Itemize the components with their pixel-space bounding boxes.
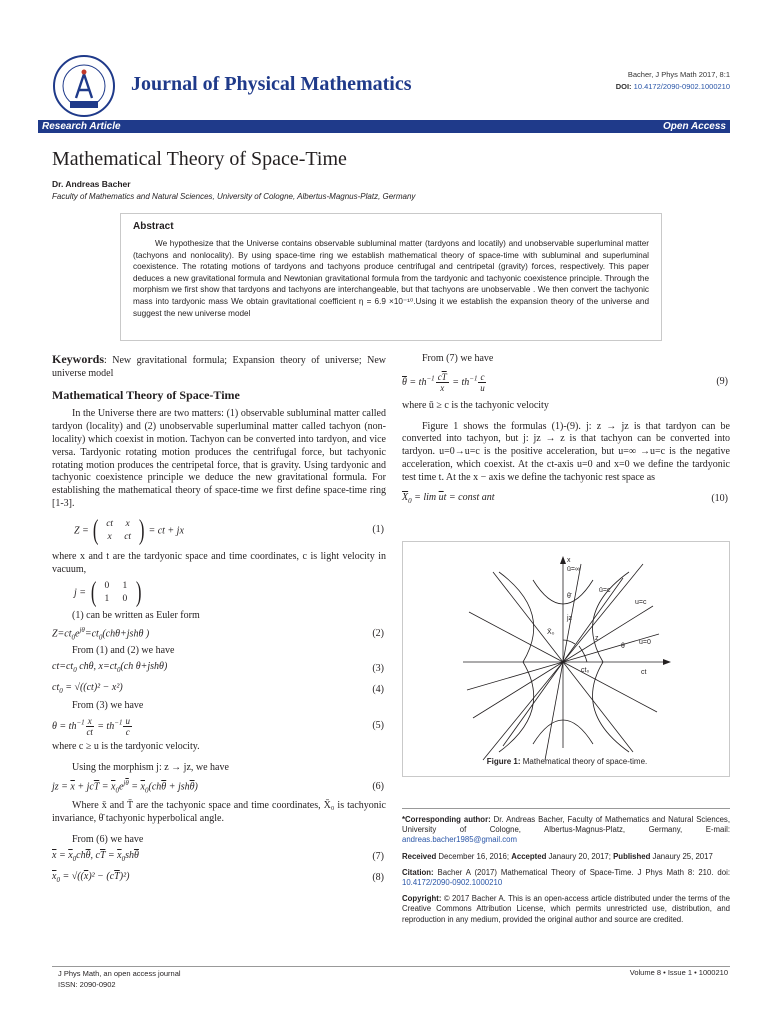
equation-6: jz = $\overline{x} + jc\overline{T} = \overline{x}_0e^{j\overline{\theta}} = \overline{x}_0(ch\overline{\theta} + jsh\overline{\theta})$ (6) <box>52 779 384 795</box>
section-heading: Mathematical Theory of Space-Time <box>52 387 240 402</box>
paragraph: (1) can be written as Euler form <box>72 610 200 622</box>
space-time-diagram <box>403 542 731 778</box>
citation-doi-link[interactable]: 10.4172/2090-0902.1000210 <box>402 878 503 888</box>
citation-line: Bacher, J Phys Math 2017, 8:1 <box>627 70 730 79</box>
paper-title: Mathematical Theory of Space-Time <box>52 148 347 170</box>
fig-label: X̄₀ <box>547 629 555 636</box>
abstract-heading: Abstract <box>133 221 174 232</box>
fig-label: ū=c <box>599 587 611 594</box>
copyright: Copyright: © 2017 Bacher A. This is an open-access article distributed under the terms of the Creative Commons Attribution License, which permits unrestricted use, distribution, and reproduction in any medium, provided the original author and source are credited. <box>402 894 730 924</box>
equation-5: $\theta = th^{-1}$ $\frac{x}{ct}$ = $th^{-1}$ $\frac{u}{c}$ (5) <box>52 716 384 738</box>
fig-label: x <box>567 557 571 564</box>
paragraph: where c ≥ u is the tardyonic velocity. <box>52 740 200 752</box>
right-column <box>402 353 730 515</box>
fig-label: ct₀ <box>581 667 590 674</box>
fig-label: u=0 <box>639 639 651 646</box>
equation-2: $Z=ct_0e^{j\theta}=ct_0(ch\theta+jsh\theta$ ) (2) <box>52 626 384 642</box>
author-affiliation: Faculty of Mathematics and Natural Sciences, University of Cologne, Albertus-Magnus-Platz, Germany <box>52 192 416 201</box>
citation: Citation: Bacher A (2017) Mathematical Theory of Space-Time. J Phys Math 8: 210. doi: 10.4172/2090-0902.1000210 <box>402 867 730 888</box>
abstract-box <box>120 213 662 341</box>
equation-1: Z = ( ct x x ct ) = ct + jx (1) <box>74 514 384 546</box>
footer-journal-info: J Phys Math, an open access journal ISSN: 2090-0902 <box>58 969 181 989</box>
article-type: Research Article <box>42 121 121 132</box>
doi-label: DOI: <box>615 82 632 91</box>
equation-4: $ct_0 = √((ct)^2 - x^2)$ (4) <box>52 682 384 696</box>
equation-10: $\overline{X}_0 = \lim \overline{u}t$ = const ant (10) <box>402 491 728 505</box>
equation-8: $\overline{x}_0 = √((\overline{x})^2 - (c\overline{T})^2)$ (8) <box>52 870 384 884</box>
journal-logo <box>52 54 116 118</box>
paragraph: where ū ≥ c is the tachyonic velocity <box>402 399 549 411</box>
figure-1 <box>402 541 730 777</box>
fig-label: ct <box>641 669 647 676</box>
footnotes <box>402 808 730 925</box>
fig-label: θ̄ <box>567 593 571 600</box>
footer-divider <box>52 966 730 967</box>
fig-label: u=c <box>635 599 647 606</box>
doi-link[interactable]: 10.4172/2090-0902.1000210 <box>633 82 730 91</box>
paragraph: Figure 1 shows the formulas (1)-(9). j: z → jz is that tardyon can be converted into tachyon, but j: jz → z is that tachyon can be converted into tardyon. u=0→u=c is the positive acceleration, but u=∞ →u=c is the negative acceleration, which coexist. At the ct-axis u=0 and x=0 we define the tardyonic test time t. At the x − axis we define the tachyonic rest space as <box>402 420 730 483</box>
footer-volume-info: Volume 8 • Issue 1 • 1000210 <box>629 968 728 977</box>
paragraph: Where x̄ and T̄ are the tachyonic space and time coordinates, X̄₀ is tachyonic invariance, θ̄ tachyonic hyperbolical angle. <box>52 800 386 825</box>
equation-j: j = ( 0 1 1 0 ) <box>74 577 142 609</box>
paragraph: From (3) we have <box>72 699 144 711</box>
figure-caption: Figure 1: Mathematical theory of space-time. <box>486 757 648 766</box>
paragraph: Using the morphism j: z → jz, we have <box>72 761 229 773</box>
paragraph: From (7) we have <box>422 353 494 364</box>
author-name: Dr. Andreas Bacher <box>52 179 131 189</box>
fig-label: θ <box>621 643 625 650</box>
fig-label: ū=∞ <box>567 566 580 573</box>
open-access-badge: Open Access <box>663 121 726 132</box>
journal-title: Journal of Physical Mathematics <box>131 73 412 95</box>
author-email-link[interactable]: andreas.bacher1985@gmail.com <box>402 835 517 845</box>
paragraph: In the Universe there are two matters: (1) observable subluminal matter called tardyon (locality) and (2) unobservable superluminal matter called tachyon (non-locality) which coexist in motion. Tachyon can be converted into tardyon, and vice versa. Tardyonic rotating motion produces the centrifugal force, but tachyonic rotating motion produces the centripetal force, that is gravity. Using tardyonic and tachyonic coexistence principle we deduce the new gravitational formula. For establishing the mathematical theory of space-time we first define space-time ring [1-3]. <box>52 408 386 509</box>
dates: Received December 16, 2016; Accepted Janaury 20, 2017; Published Janaury 25, 2017 <box>402 851 713 861</box>
citation-header <box>616 69 730 93</box>
equation-7: $\overline{x} = \overline{x}_0ch\overline{\theta}$, $c\overline{T} = \overline{x}_0sh\overline{\theta}$ (7) <box>52 849 384 863</box>
abstract-text: We hypothesize that the Universe contains observable subluminal matter (tardyons and locatily) and unobservable superluminal matter (tachyons and nonlocality). By using space-time ring we establish mathematical theory of space-time with subluminal and superluminal coexistence. The rotating motions of tardyons and tachyons produce centrifugal and centripetal (gravity) forces, respectively. This paper deduces a new gravitational formula and Newtonian gravitational formula from the tardyonic and tachyonic coexistence principle. Through the morphism we first show that tardyons and tachyons are interchangeable, but that tachyons are unobservable . We then convert the tachyonic mass into tardyonic mass We obtain gravitational coefficient η = 6.9 ×10⁻¹⁰.Using it we establish the expansion theory of the universe and suggest the new universe model <box>133 239 649 318</box>
equation-3: $ct=ct_0$ chθ, $x=ct_0(ch$ θ+jshθ) (3) <box>52 661 384 675</box>
paragraph: From (6) we have <box>72 833 144 845</box>
keywords: Keywords: New gravitational formula; Expansion theory of universe; New universe model <box>52 352 386 379</box>
paragraph: From (1) and (2) we have <box>72 645 175 657</box>
corresponding-author: *Corresponding author: Dr. Andreas Bacher, Faculty of Mathematics and Natural Sciences, University of Cologne, Albertus-Magnus-Platz, Germany, E-mail: andreas.bacher1985@gmail.com <box>402 815 730 845</box>
fig-label: z <box>595 635 599 642</box>
fig-label: jz <box>567 615 573 622</box>
left-column <box>52 353 386 889</box>
equation-9: $\overline{\theta} = th^{-1}$ $\frac{c\overline{T}}{x}$ = $th^{-1}$ $\frac{c}{u}$ (9) <box>402 372 728 394</box>
article-type-bar <box>38 120 730 133</box>
paragraph: where x and t are the tardyonic space and time coordinates, c is light velocity in vacuum, <box>52 550 386 575</box>
